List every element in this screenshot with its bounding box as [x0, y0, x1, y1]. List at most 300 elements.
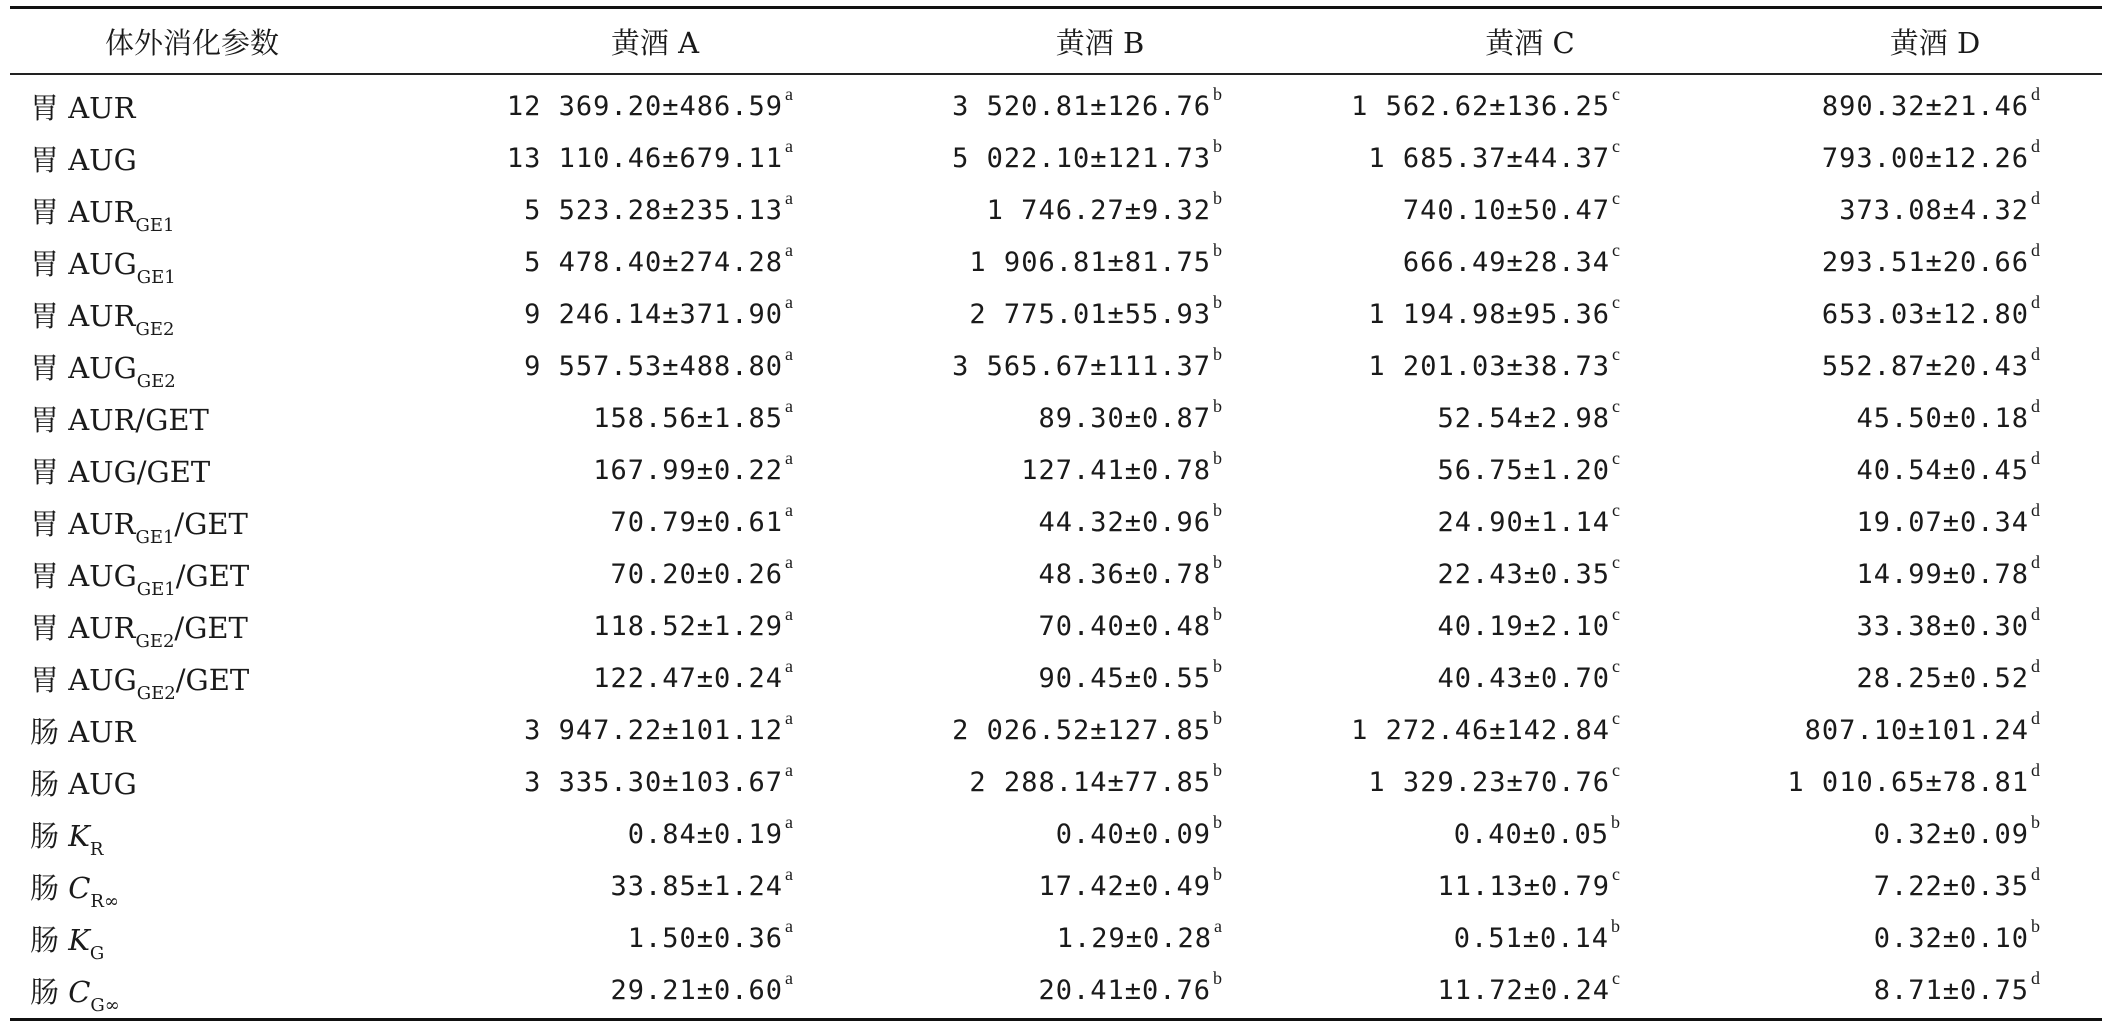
- significance-letter: c: [1612, 447, 1620, 468]
- mean-sd-value: 3 335.30±103.67: [524, 766, 783, 798]
- mean-sd-value: 33.85±1.24: [610, 870, 783, 902]
- mean-sd-value: 0.40±0.09: [1055, 818, 1211, 850]
- value-cell-wine-b: [1056, 808, 1222, 860]
- mean-sd-value: 40.54±0.45: [1856, 454, 2029, 486]
- mean-sd-value: 890.32±21.46: [1821, 90, 2029, 122]
- significance-letter: b: [1213, 967, 1222, 988]
- parameter-name: AUR: [68, 610, 136, 645]
- significance-letter: b: [1213, 83, 1222, 104]
- table-row: [10, 184, 2102, 236]
- parameter-subscript: R∞: [90, 890, 119, 912]
- table-row: [10, 912, 2102, 964]
- mean-sd-value: 5 022.10±121.73: [952, 142, 1211, 174]
- significance-letter: d: [2031, 603, 2040, 624]
- mean-sd-value: 0.32±0.09: [1873, 818, 2029, 850]
- parameter-suffix: /GET: [175, 558, 250, 593]
- significance-letter: c: [1612, 863, 1620, 884]
- value-cell-wine-d: [1822, 236, 2040, 288]
- parameter-subscript: R: [89, 838, 104, 860]
- value-cell-wine-c: [1437, 964, 1620, 1016]
- mean-sd-value: 1 010.65±78.81: [1787, 766, 2029, 798]
- table-row: [10, 288, 2102, 340]
- value-cell-wine-b: [1057, 912, 1222, 964]
- value-cell-wine-a: [610, 964, 793, 1016]
- mean-sd-value: 127.41±0.78: [1021, 454, 1211, 486]
- parameter-suffix: /GET: [174, 506, 248, 541]
- table-row: [10, 964, 2102, 1016]
- significance-letter: a: [785, 603, 793, 624]
- mean-sd-value: 40.19±2.10: [1437, 610, 1610, 642]
- mean-sd-value: 70.79±0.61: [610, 506, 783, 538]
- significance-letter: b: [1213, 551, 1222, 572]
- mean-sd-value: 24.90±1.14: [1437, 506, 1610, 538]
- mean-sd-value: 0.40±0.05: [1453, 818, 1609, 850]
- table-row: [10, 444, 2102, 496]
- significance-letter: b: [1213, 343, 1222, 364]
- significance-letter: a: [785, 863, 793, 884]
- mean-sd-value: 70.40±0.48: [1038, 610, 1211, 642]
- organ-prefix: 胃: [30, 662, 69, 697]
- row-label: [30, 600, 248, 652]
- mean-sd-value: 44.32±0.96: [1038, 506, 1211, 538]
- significance-letter: d: [2031, 707, 2040, 728]
- parameter-name: AUG/GET: [68, 454, 211, 489]
- significance-letter: a: [785, 759, 793, 780]
- mean-sd-value: 7.22±0.35: [1873, 870, 2029, 902]
- mean-sd-value: 29.21±0.60: [610, 974, 783, 1006]
- significance-letter: a: [785, 655, 793, 676]
- organ-prefix: 肠: [30, 818, 69, 853]
- significance-letter: a: [785, 291, 793, 312]
- significance-letter: d: [2031, 83, 2040, 104]
- value-cell-wine-b: [952, 704, 1222, 756]
- value-cell-wine-a: [507, 80, 793, 132]
- value-cell-wine-a: [628, 912, 793, 964]
- significance-letter: a: [785, 811, 793, 832]
- value-cell-wine-a: [524, 340, 793, 392]
- value-cell-wine-c: [1437, 548, 1620, 600]
- bottom-rule: [10, 1018, 2102, 1021]
- parameter-subscript: GE2: [135, 318, 175, 340]
- mean-sd-value: 40.43±0.70: [1437, 662, 1610, 694]
- organ-prefix: 胃: [30, 610, 69, 645]
- mean-sd-value: 1 194.98±95.36: [1368, 298, 1610, 330]
- significance-letter: a: [785, 499, 793, 520]
- value-cell-wine-d: [1839, 184, 2040, 236]
- parameter-subscript: GE1: [136, 266, 176, 288]
- mean-sd-value: 1 685.37±44.37: [1368, 142, 1610, 174]
- significance-letter: c: [1612, 603, 1620, 624]
- significance-letter: d: [2031, 499, 2040, 520]
- significance-letter: b: [1213, 499, 1222, 520]
- value-cell-wine-d: [1874, 860, 2040, 912]
- row-label: [30, 912, 104, 964]
- table-row: [10, 704, 2102, 756]
- row-label: [30, 652, 249, 704]
- value-cell-wine-b: [1038, 496, 1222, 548]
- organ-prefix: 肠: [30, 870, 69, 905]
- value-cell-wine-b: [1038, 964, 1222, 1016]
- row-label: [30, 964, 120, 1016]
- row-label: [30, 548, 249, 600]
- parameter-subscript: G∞: [90, 994, 120, 1016]
- table-row: [10, 236, 2102, 288]
- header-wine-d: 黄酒 D: [1889, 25, 1981, 60]
- significance-letter: d: [2031, 447, 2040, 468]
- value-cell-wine-b: [969, 288, 1222, 340]
- significance-letter: b: [1213, 239, 1222, 260]
- parameter-name: AUG: [68, 142, 137, 177]
- significance-letter: d: [2031, 551, 2040, 572]
- parameter-subscript: GE1: [135, 526, 175, 548]
- parameter-name: C: [68, 974, 91, 1009]
- mean-sd-value: 1 562.62±136.25: [1351, 90, 1610, 122]
- mean-sd-value: 89.30±0.87: [1038, 402, 1211, 434]
- significance-letter: b: [1213, 447, 1222, 468]
- significance-letter: d: [2031, 291, 2040, 312]
- organ-prefix: 胃: [30, 194, 69, 229]
- value-cell-wine-a: [524, 184, 793, 236]
- value-cell-wine-d: [1822, 340, 2040, 392]
- organ-prefix: 肠: [30, 922, 69, 957]
- value-cell-wine-b: [969, 236, 1222, 288]
- parameter-subscript: GE1: [136, 578, 176, 600]
- parameter-name: AUR/GET: [68, 402, 209, 437]
- value-cell-wine-d: [1874, 964, 2040, 1016]
- mean-sd-value: 28.25±0.52: [1856, 662, 2029, 694]
- organ-prefix: 肠: [30, 766, 69, 801]
- mean-sd-value: 1 272.46±142.84: [1351, 714, 1610, 746]
- significance-letter: b: [2031, 915, 2040, 936]
- significance-letter: d: [2031, 395, 2040, 416]
- significance-letter: a: [785, 447, 793, 468]
- significance-letter: b: [1213, 135, 1222, 156]
- significance-letter: c: [1612, 551, 1620, 572]
- mean-sd-value: 0.51±0.14: [1453, 922, 1609, 954]
- row-label: [30, 132, 137, 184]
- significance-letter: a: [785, 915, 793, 936]
- value-cell-wine-d: [1805, 704, 2040, 756]
- mean-sd-value: 373.08±4.32: [1839, 194, 2029, 226]
- row-label: [30, 288, 174, 340]
- parameter-name: AUR: [68, 90, 136, 125]
- parameter-suffix: /GET: [175, 662, 250, 697]
- value-cell-wine-a: [593, 600, 793, 652]
- value-cell-wine-a: [524, 756, 793, 808]
- mean-sd-value: 0.84±0.19: [627, 818, 783, 850]
- significance-letter: a: [1214, 915, 1222, 936]
- significance-letter: d: [2031, 655, 2040, 676]
- value-cell-wine-b: [1038, 860, 1222, 912]
- parameter-name: AUG: [68, 766, 137, 801]
- value-cell-wine-a: [610, 548, 793, 600]
- value-cell-wine-a: [593, 652, 793, 704]
- significance-letter: c: [1612, 239, 1620, 260]
- mean-sd-value: 1 746.27±9.32: [986, 194, 1211, 226]
- row-label: [30, 860, 119, 912]
- value-cell-wine-b: [1038, 600, 1222, 652]
- value-cell-wine-c: [1403, 236, 1620, 288]
- parameter-name: AUR: [68, 298, 136, 333]
- value-cell-wine-b: [969, 756, 1222, 808]
- parameter-name: AUG: [68, 558, 137, 593]
- significance-letter: a: [785, 187, 793, 208]
- value-cell-wine-c: [1437, 860, 1620, 912]
- value-cell-wine-c: [1368, 132, 1620, 184]
- value-cell-wine-b: [1038, 392, 1222, 444]
- parameter-name: C: [68, 870, 91, 905]
- significance-letter: c: [1612, 343, 1620, 364]
- mean-sd-value: 9 246.14±371.90: [524, 298, 783, 330]
- organ-prefix: 胃: [30, 402, 69, 437]
- mean-sd-value: 2 288.14±77.85: [969, 766, 1211, 798]
- table-row: [10, 80, 2102, 132]
- mean-sd-value: 3 520.81±126.76: [952, 90, 1211, 122]
- row-label: [30, 236, 176, 288]
- mean-sd-value: 22.43±0.35: [1437, 558, 1610, 590]
- header-wine-a: 黄酒 A: [610, 25, 700, 60]
- mean-sd-value: 20.41±0.76: [1038, 974, 1211, 1006]
- mean-sd-value: 118.52±1.29: [593, 610, 783, 642]
- mean-sd-value: 48.36±0.78: [1038, 558, 1211, 590]
- row-label: [30, 444, 210, 496]
- row-label: [30, 808, 103, 860]
- value-cell-wine-d: [1822, 80, 2040, 132]
- value-cell-wine-c: [1437, 600, 1620, 652]
- significance-letter: c: [1612, 291, 1620, 312]
- mean-sd-value: 653.03±12.80: [1821, 298, 2029, 330]
- organ-prefix: 胃: [30, 90, 69, 125]
- value-cell-wine-d: [1856, 496, 2040, 548]
- row-label: [30, 704, 135, 756]
- parameter-suffix: /GET: [174, 610, 248, 645]
- mean-sd-value: 11.72±0.24: [1437, 974, 1610, 1006]
- row-label: [30, 184, 174, 236]
- significance-letter: d: [2031, 187, 2040, 208]
- value-cell-wine-c: [1368, 756, 1620, 808]
- table-row: [10, 652, 2102, 704]
- mean-sd-value: 8.71±0.75: [1873, 974, 2029, 1006]
- parameter-name: AUR: [68, 714, 136, 749]
- table-row: [10, 756, 2102, 808]
- table-row: [10, 808, 2102, 860]
- value-cell-wine-b: [952, 340, 1222, 392]
- value-cell-wine-a: [524, 236, 793, 288]
- parameter-subscript: GE1: [135, 214, 175, 236]
- mean-sd-value: 666.49±28.34: [1402, 246, 1610, 278]
- mean-sd-value: 1 329.23±70.76: [1368, 766, 1610, 798]
- mean-sd-value: 14.99±0.78: [1856, 558, 2029, 590]
- value-cell-wine-d: [1874, 912, 2040, 964]
- mean-sd-value: 2 775.01±55.93: [969, 298, 1211, 330]
- value-cell-wine-b: [987, 184, 1222, 236]
- value-cell-wine-b: [1021, 444, 1222, 496]
- mean-sd-value: 167.99±0.22: [593, 454, 783, 486]
- mean-sd-value: 740.10±50.47: [1402, 194, 1610, 226]
- value-cell-wine-c: [1454, 912, 1620, 964]
- parameter-name: AUG: [68, 662, 137, 697]
- value-cell-wine-d: [1822, 288, 2040, 340]
- mean-sd-value: 5 478.40±274.28: [524, 246, 783, 278]
- significance-letter: b: [1213, 759, 1222, 780]
- mean-sd-value: 1.29±0.28: [1056, 922, 1212, 954]
- mean-sd-value: 0.32±0.10: [1873, 922, 2029, 954]
- mean-sd-value: 11.13±0.79: [1437, 870, 1610, 902]
- parameter-name: K: [68, 922, 90, 957]
- organ-prefix: 胃: [30, 506, 69, 541]
- value-cell-wine-c: [1437, 652, 1620, 704]
- value-cell-wine-c: [1351, 704, 1620, 756]
- significance-letter: b: [1213, 655, 1222, 676]
- row-label: [30, 756, 137, 808]
- significance-letter: d: [2031, 343, 2040, 364]
- organ-prefix: 胃: [30, 454, 69, 489]
- mean-sd-value: 1 906.81±81.75: [969, 246, 1211, 278]
- parameter-subscript: GE2: [136, 682, 176, 704]
- significance-letter: b: [1611, 811, 1620, 832]
- significance-letter: b: [1213, 603, 1222, 624]
- value-cell-wine-a: [628, 808, 793, 860]
- value-cell-wine-c: [1368, 340, 1620, 392]
- table-row: [10, 496, 2102, 548]
- organ-prefix: 胃: [30, 142, 69, 177]
- value-cell-wine-d: [1822, 132, 2040, 184]
- table-row: [10, 340, 2102, 392]
- header-row: [10, 10, 2102, 72]
- value-cell-wine-d: [1856, 392, 2040, 444]
- table-row: [10, 132, 2102, 184]
- value-cell-wine-d: [1787, 756, 2040, 808]
- value-cell-wine-b: [1038, 652, 1222, 704]
- value-cell-wine-c: [1437, 444, 1620, 496]
- mean-sd-value: 2 026.52±127.85: [952, 714, 1211, 746]
- header-param: 体外消化参数: [104, 25, 279, 60]
- parameter-name: K: [68, 818, 90, 853]
- mean-sd-value: 9 557.53±488.80: [524, 350, 783, 382]
- significance-letter: a: [785, 343, 793, 364]
- significance-letter: a: [785, 135, 793, 156]
- table-row: [10, 600, 2102, 652]
- mean-sd-value: 1 201.03±38.73: [1368, 350, 1610, 382]
- parameter-subscript: GE2: [135, 630, 175, 652]
- header-wine-b: 黄酒 B: [1055, 25, 1145, 60]
- mean-sd-value: 552.87±20.43: [1821, 350, 2029, 382]
- mean-sd-value: 70.20±0.26: [610, 558, 783, 590]
- value-cell-wine-c: [1368, 288, 1620, 340]
- significance-letter: c: [1612, 135, 1620, 156]
- organ-prefix: 肠: [30, 974, 69, 1009]
- value-cell-wine-a: [593, 392, 793, 444]
- significance-letter: c: [1612, 759, 1620, 780]
- header-wine-c: 黄酒 C: [1485, 25, 1575, 60]
- value-cell-wine-b: [952, 132, 1222, 184]
- value-cell-wine-d: [1856, 600, 2040, 652]
- mean-sd-value: 807.10±101.24: [1804, 714, 2029, 746]
- value-cell-wine-a: [524, 288, 793, 340]
- mean-sd-value: 5 523.28±235.13: [524, 194, 783, 226]
- organ-prefix: 胃: [30, 246, 69, 281]
- parameter-name: AUG: [68, 350, 137, 385]
- significance-letter: c: [1612, 707, 1620, 728]
- significance-letter: b: [2031, 811, 2040, 832]
- parameter-name: AUR: [68, 506, 136, 541]
- table-row: [10, 392, 2102, 444]
- mean-sd-value: 122.47±0.24: [593, 662, 783, 694]
- value-cell-wine-c: [1454, 808, 1620, 860]
- significance-letter: c: [1612, 395, 1620, 416]
- mean-sd-value: 3 565.67±111.37: [952, 350, 1211, 382]
- significance-letter: b: [1213, 863, 1222, 884]
- table-row: [10, 548, 2102, 600]
- value-cell-wine-d: [1856, 548, 2040, 600]
- mean-sd-value: 90.45±0.55: [1038, 662, 1211, 694]
- mean-sd-value: 793.00±12.26: [1821, 142, 2029, 174]
- significance-letter: c: [1612, 967, 1620, 988]
- value-cell-wine-d: [1856, 444, 2040, 496]
- parameter-subscript: G: [89, 942, 105, 964]
- value-cell-wine-a: [524, 704, 793, 756]
- mean-sd-value: 13 110.46±679.11: [506, 142, 783, 174]
- row-label: [30, 340, 176, 392]
- mean-sd-value: 3 947.22±101.12: [524, 714, 783, 746]
- value-cell-wine-c: [1403, 184, 1620, 236]
- row-label: [30, 496, 248, 548]
- significance-letter: a: [785, 395, 793, 416]
- parameter-name: AUG: [68, 246, 137, 281]
- significance-letter: c: [1612, 83, 1620, 104]
- significance-letter: d: [2031, 967, 2040, 988]
- value-cell-wine-c: [1351, 80, 1620, 132]
- mean-sd-value: 158.56±1.85: [593, 402, 783, 434]
- row-label: [30, 392, 209, 444]
- value-cell-wine-a: [610, 496, 793, 548]
- mean-sd-value: 17.42±0.49: [1038, 870, 1211, 902]
- mean-sd-value: 1.50±0.36: [627, 922, 783, 954]
- significance-letter: c: [1612, 655, 1620, 676]
- significance-letter: b: [1213, 187, 1222, 208]
- significance-letter: a: [785, 551, 793, 572]
- value-cell-wine-a: [593, 444, 793, 496]
- significance-letter: a: [785, 967, 793, 988]
- significance-letter: a: [785, 239, 793, 260]
- significance-letter: b: [1611, 915, 1620, 936]
- organ-prefix: 胃: [30, 350, 69, 385]
- organ-prefix: 肠: [30, 714, 69, 749]
- value-cell-wine-a: [610, 860, 793, 912]
- mean-sd-value: 33.38±0.30: [1856, 610, 2029, 642]
- significance-letter: a: [785, 83, 793, 104]
- significance-letter: b: [1213, 395, 1222, 416]
- significance-letter: c: [1612, 187, 1620, 208]
- value-cell-wine-c: [1437, 392, 1620, 444]
- mean-sd-value: 45.50±0.18: [1856, 402, 2029, 434]
- significance-letter: d: [2031, 239, 2040, 260]
- mean-sd-value: 19.07±0.34: [1856, 506, 2029, 538]
- mean-sd-value: 52.54±2.98: [1437, 402, 1610, 434]
- significance-letter: a: [785, 707, 793, 728]
- mean-sd-value: 56.75±1.20: [1437, 454, 1610, 486]
- parameter-name: AUR: [68, 194, 136, 229]
- value-cell-wine-a: [507, 132, 793, 184]
- significance-letter: b: [1213, 811, 1222, 832]
- organ-prefix: 胃: [30, 298, 69, 333]
- header-rule: [10, 73, 2102, 75]
- mean-sd-value: 12 369.20±486.59: [506, 90, 783, 122]
- significance-letter: b: [1213, 291, 1222, 312]
- parameter-subscript: GE2: [136, 370, 176, 392]
- significance-letter: c: [1612, 499, 1620, 520]
- row-label: [30, 80, 135, 132]
